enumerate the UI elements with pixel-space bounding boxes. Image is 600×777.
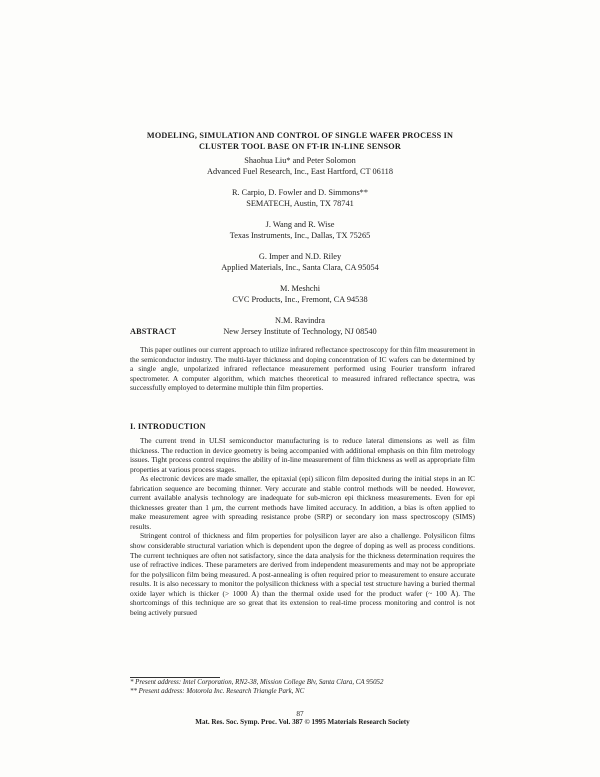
author-names: N.M. Ravindra: [274, 316, 325, 325]
author-block: [130, 316, 470, 337]
author-block: [130, 284, 470, 305]
abstract-heading: ABSTRACT: [130, 327, 177, 336]
body-paragraph: The current trend in ULSI semiconductor manufacturing is to reduce lateral dimensions as well as film thickness. The reduction in device geometry is being accompanied with additional emphasis on thin film metrology issues. Tight process control requires the ability of in-line measurement of film thickness as well as appropriate film properties at various process stages.: [130, 436, 475, 474]
author-affiliation: Texas Instruments, Inc., Dallas, TX 75265: [229, 230, 371, 240]
footnote: ** Present address: Motorola Inc. Research Triangle Park, NC: [130, 687, 305, 695]
body-paragraph: As electronic devices are made smaller, the epitaxial (epi) silicon film deposited during the initial steps in an IC fabrication sequence are becoming thinner. Very accurate and stable control methods will be needed. However, current available analysis technology are inadequate for sub-micron epi thickness measurements. Even for epi thicknesses greater than 1 μm, the current methods have limited accuracy. In addition, a bias is often applied to make measurement agree with spreading resistance probe (SRP) or secondary ion mass spectroscopy (SIMS) results.: [130, 474, 475, 531]
author-block: [130, 252, 470, 273]
footnote-rule: [130, 677, 220, 678]
author-list: [130, 156, 470, 348]
author-names: M. Meshchi: [279, 284, 321, 293]
body-paragraph: Stringent control of thickness and film properties for polysilicon layer are also a challenge. Polysilicon films show considerable structural variation which is dependent upon the degree of doping as well as process conditions. The current techniques are often not satisfactory, since the data analysis for the thickness determination requires the use of refractive indices. These parameters are derived from independent measurements and may not be appropriate for the polysilicon film being measured. A post-annealing is often required prior to measurement to ensure accurate results. It is also necessary to monitor the polysilicon thickness with a special test structure having a buried thermal oxide layer which is thicker (> 1000 Å) than the thermal oxide used for the product wafer (~ 100 Å). The shortcomings of this technique are so great that its extension to real-time process monitoring and control is not being actively pursued: [130, 531, 475, 617]
author-affiliation: Applied Materials, Inc., Santa Clara, CA 95054: [221, 262, 379, 272]
author-affiliation: New Jersey Institute of Technology, NJ 08540: [223, 326, 377, 336]
publication-citation: Mat. Res. Soc. Symp. Proc. Vol. 387 © 1995 Materials Research Society: [195, 718, 410, 726]
author-names: Shaohua Liu* and Peter Solomon: [244, 156, 356, 165]
title-line: CLUSTER TOOL BASE ON FT-IR IN-LINE SENSOR: [199, 142, 401, 151]
author-names: G. Imper and N.D. Riley: [258, 252, 342, 261]
introduction-body: [130, 436, 475, 617]
title-line: MODELING, SIMULATION AND CONTROL OF SINGLE WAFER PROCESS IN: [146, 131, 454, 140]
introduction-heading: I. INTRODUCTION: [130, 422, 206, 431]
author-block: [130, 156, 470, 177]
page-number: 87: [296, 709, 304, 718]
abstract-paragraph: This paper outlines our current approach to utilize infrared reflectance spectroscopy for thin film measurement in the semiconductor industry. The multi-layer thickness and doping concentration of IC wafers can be determined by a single angle, unpolarized infrared reflectance measurement performed using Fourier transform infrared spectrometer. A computer algorithm, which matches theoretical to measured infrared reflectance spectra, was successfully employed to determine multiple thin film properties.: [130, 345, 475, 393]
author-names: R. Carpio, D. Fowler and D. Simmons**: [232, 188, 368, 197]
author-names: J. Wang and R. Wise: [265, 220, 335, 229]
author-block: [130, 188, 470, 209]
author-affiliation: Advanced Fuel Research, Inc., East Hartford, CT 06118: [207, 166, 393, 176]
footnote: * Present address: Intel Corporation, RN2-38, Mission College Blv, Santa Clara, CA 95052: [130, 679, 384, 686]
author-block: [130, 220, 470, 241]
paper-title: [100, 130, 500, 152]
footnotes: [130, 679, 490, 696]
abstract-body: [130, 345, 475, 393]
author-affiliation: CVC Products, Inc., Fremont, CA 94538: [232, 294, 368, 304]
author-affiliation: SEMATECH, Austin, TX 78741: [246, 198, 354, 208]
